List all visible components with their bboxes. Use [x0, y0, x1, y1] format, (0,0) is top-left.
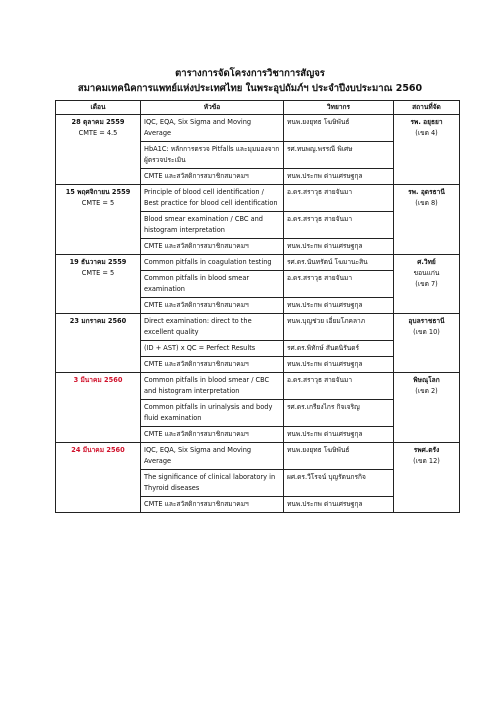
schedule-body [56, 115, 460, 513]
topic-cell: CMTE และสวัสดิการสมาชิกสมาคมฯ [141, 497, 284, 513]
venue-cell [394, 373, 460, 443]
topic-cell: CMTE และสวัสดิการสมาชิกสมาคมฯ [141, 239, 284, 255]
table-row [56, 443, 460, 470]
header-venue: สถานที่จัด [394, 101, 460, 115]
topic-cell: CMTE และสวัสดิการสมาชิกสมาคมฯ [141, 298, 284, 314]
month-cell [56, 443, 141, 513]
speaker-cell: รศ.ดร.นันทรัตน์ โฆมานะสิน [284, 255, 394, 271]
speaker-cell: อ.ดร.สราวุธ สายจันมา [284, 212, 394, 239]
venue-line: (เขต 7) [415, 280, 438, 288]
venue-line: (เขต 12) [413, 457, 440, 465]
table-row [56, 255, 460, 271]
speaker-cell: รศ.ดร.เกรียงไกร กิจเจริญ [284, 400, 394, 427]
venue-line: รพ. อุดรธานี [408, 188, 445, 196]
event-date: 23 มกราคม 2560 [69, 317, 127, 325]
topic-cell: Common pitfalls in urinalysis and body fluid examination [141, 400, 284, 427]
topic-cell: Common pitfalls in coagulation testing [141, 255, 284, 271]
speaker-cell: รศ.ทนพญ.พรรณี พิเศษ [284, 142, 394, 169]
header-month: เดือน [56, 101, 141, 115]
table-row [56, 185, 460, 212]
venue-line: ขอนแก่น [413, 269, 440, 277]
venue-cell [394, 443, 460, 513]
venue-line: อุบลราชธานี [408, 317, 445, 325]
speaker-cell: ทนพ.ประกพ ด่านเศรษฐกุล [284, 427, 394, 443]
event-date: 24 มีนาคม 2560 [71, 446, 125, 454]
venue-line: (เขต 8) [415, 199, 438, 207]
venue-cell [394, 314, 460, 373]
cmte-credit: CMTE = 4.5 [78, 129, 118, 137]
table-header-row [56, 101, 460, 115]
speaker-cell: อ.ดร.สราวุธ สายจันมา [284, 271, 394, 298]
speaker-cell: อ.ดร.สราวุธ สายจันมา [284, 185, 394, 212]
speaker-cell: ทนพ.ประกพ ด่านเศรษฐกุล [284, 497, 394, 513]
month-cell [56, 115, 141, 185]
speaker-cell: ทนพ.ประกพ ด่านเศรษฐกุล [284, 298, 394, 314]
speaker-cell: ทนพ.ประกพ ด่านเศรษฐกุล [284, 169, 394, 185]
venue-line: พิษณุโลก [413, 376, 440, 384]
venue-line: (เขต 2) [415, 387, 438, 395]
speaker-cell: รศ.ดร.พิทักษ์ สันตนิรันดร์ [284, 341, 394, 357]
topic-cell: Common pitfalls in blood smear / CBC and histogram interpretation [141, 373, 284, 400]
venue-line: (เขต 4) [415, 129, 438, 137]
event-date: 15 พฤศจิกายน 2559 [65, 188, 131, 196]
event-date: 28 ตุลาคม 2559 [71, 118, 125, 126]
speaker-cell: ทนพ.ประกพ ด่านเศรษฐกุล [284, 239, 394, 255]
speaker-cell: อ.ดร.สราวุธ สายจันมา [284, 373, 394, 400]
cmte-credit: CMTE = 5 [81, 199, 115, 207]
table-row [56, 373, 460, 400]
topic-cell: HbA1C: หลักการตรวจ Pitfalls และมุมมองจากผู้ตรวจประเมิน [141, 142, 284, 169]
cmte-credit: CMTE = 5 [81, 269, 115, 277]
table-row [56, 115, 460, 142]
doc-subtitle: สมาคมเทคนิคการแพทย์แห่งประเทศไทย ในพระอุปถัมภ์ฯ ประจำปีงบประมาณ 2560 [77, 83, 423, 94]
month-cell [56, 373, 141, 443]
venue-line: รพศ.ตรัง [413, 446, 440, 454]
topic-cell: Direct examination: direct to the excellent quality [141, 314, 284, 341]
speaker-cell: ทนพ.ยงยุทธ โฆษิพันธ์ [284, 443, 394, 470]
event-date: 19 ธันวาคม 2559 [69, 258, 127, 266]
venue-line: (เขต 10) [413, 328, 440, 336]
venue-cell [394, 185, 460, 255]
topic-cell: Common pitfalls in blood smear examination [141, 271, 284, 298]
venue-line: รพ. อยุธยา [410, 118, 443, 126]
month-cell [56, 185, 141, 255]
venue-cell [394, 115, 460, 185]
topic-cell: CMTE และสวัสดิการสมาชิกสมาคมฯ [141, 169, 284, 185]
topic-cell: IQC, EQA, Six Sigma and Moving Average [141, 115, 284, 142]
topic-cell: Blood smear examination / CBC and histogram interpretation [141, 212, 284, 239]
event-date: 3 มีนาคม 2560 [73, 376, 123, 384]
topic-cell: (ID + AST) x QC = Perfect Results [141, 341, 284, 357]
month-cell [56, 255, 141, 314]
topic-cell: Principle of blood cell identification / Best practice for blood cell identification [141, 185, 284, 212]
venue-line: ศ.วิทย์ [417, 258, 436, 266]
topic-cell: CMTE และสวัสดิการสมาชิกสมาคมฯ [141, 427, 284, 443]
venue-cell [394, 255, 460, 314]
speaker-cell: ผศ.ดร.วีโรจน์ บุญรัตนกรกิจ [284, 470, 394, 497]
speaker-cell: ทนพ.บุญช่วย เอี่ยมโภคลาภ [284, 314, 394, 341]
doc-title: ตารางการจัดโครงการวิชาการสัญจร [175, 68, 325, 79]
header-speaker: วิทยากร [284, 101, 394, 115]
topic-cell: The significance of clinical laboratory in Thyroid diseases [141, 470, 284, 497]
topic-cell: IQC, EQA, Six Sigma and Moving Average [141, 443, 284, 470]
topic-cell: CMTE และสวัสดิการสมาชิกสมาคมฯ [141, 357, 284, 373]
schedule-table [55, 100, 460, 513]
table-row [56, 314, 460, 341]
speaker-cell: ทนพ.ประกพ ด่านเศรษฐกุล [284, 357, 394, 373]
month-cell [56, 314, 141, 373]
speaker-cell: ทนพ.ยงยุทธ โฆษิพันธ์ [284, 115, 394, 142]
header-topic: หัวข้อ [141, 101, 284, 115]
